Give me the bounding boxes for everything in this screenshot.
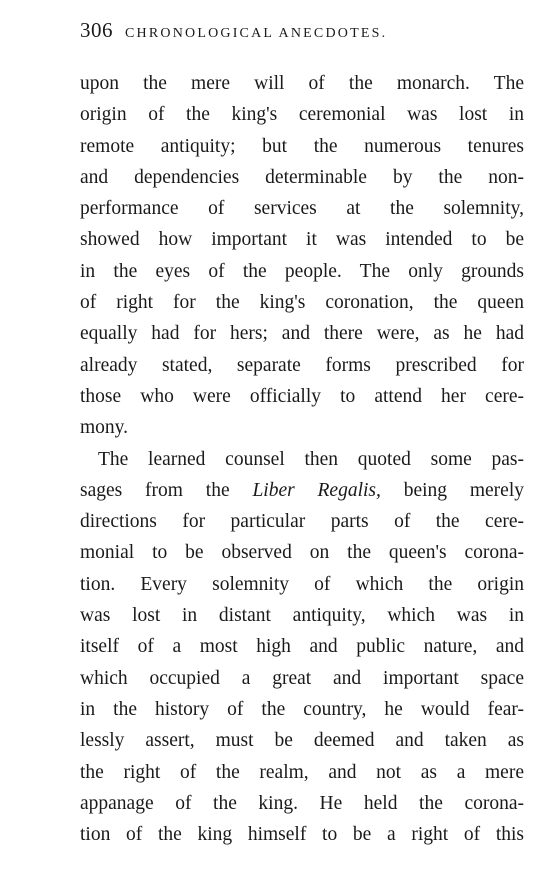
text-line: directions for particular parts of the cere- xyxy=(80,511,524,533)
text-line: in the history of the country, he would fear- xyxy=(80,698,524,720)
body-text xyxy=(80,68,524,850)
text-line: origin of the king's ceremonial was lost in xyxy=(80,104,524,126)
paragraph-start-line: The learned counsel then quoted some pas- xyxy=(98,448,524,470)
page-header xyxy=(80,18,524,50)
text-run: being merely xyxy=(380,479,524,501)
text-line: monial to be observed on the queen's corona- xyxy=(80,542,524,564)
text-line: of right for the king's coronation, the queen xyxy=(80,292,524,314)
text-line: which occupied a great and important space xyxy=(80,667,524,689)
italic-title: Liber Regalis, xyxy=(252,479,381,501)
text-line: lessly assert, must be deemed and taken as xyxy=(80,730,524,752)
text-line: equally had for hers; and there were, as he had xyxy=(80,323,524,345)
text-line: already stated, separate forms prescribed for xyxy=(80,354,524,376)
text-line: the right of the realm, and not as a mere xyxy=(80,761,524,783)
text-line: in the eyes of the people. The only grounds xyxy=(80,260,524,282)
page-number: 306 xyxy=(80,18,113,42)
book-page xyxy=(80,18,524,850)
text-line: tion. Every solemnity of which the origin xyxy=(80,573,524,595)
text-line: tion of the king himself to be a right of this xyxy=(80,824,524,846)
text-line: showed how important it was intended to be xyxy=(80,229,524,251)
text-line: was lost in distant antiquity, which was in xyxy=(80,605,524,627)
text-run: sages from the xyxy=(80,479,253,501)
text-line: remote antiquity; but the numerous tenures xyxy=(80,135,524,157)
text-line: performance of services at the solemnity, xyxy=(80,198,524,220)
text-line: appanage of the king. He held the corona- xyxy=(80,792,524,814)
running-head: CHRONOLOGICAL ANECDOTES. xyxy=(125,26,388,41)
text-line: upon the mere will of the monarch. The xyxy=(80,73,524,94)
text-line: itself of a most high and public nature, and xyxy=(80,636,524,658)
text-line-with-italic xyxy=(80,475,524,506)
text-line: those who were officially to attend her cere- xyxy=(80,385,524,407)
paragraph-end-line: mony. xyxy=(80,417,129,439)
text-line: and dependencies determinable by the non- xyxy=(80,166,524,188)
